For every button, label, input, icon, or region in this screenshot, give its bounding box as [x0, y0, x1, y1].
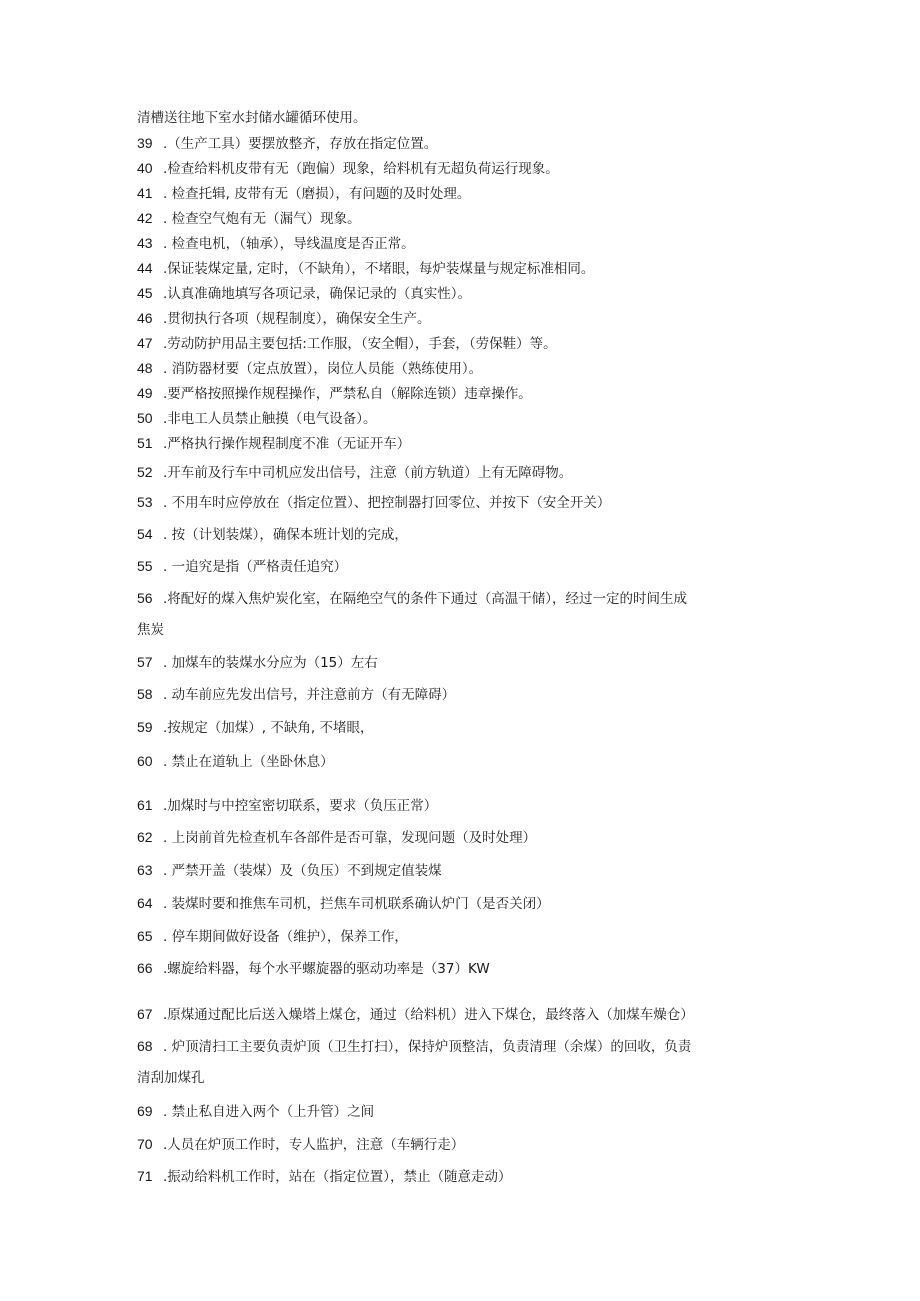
- item-number: 66: [137, 960, 153, 976]
- item-text: .保证装煤定量, 定时，（不缺角），不堵眼，每炉装煤量与规定标准相同。: [163, 261, 595, 277]
- item-number: 62: [137, 829, 153, 845]
- item-text: . 检查电机，（轴承），导线温度是否正常。: [163, 236, 415, 252]
- list-item: [137, 159, 787, 178]
- list-item: [137, 309, 787, 328]
- item-text: .检查给料机皮带有无（跑偏）现象，给料机有无超负荷运行现象。: [163, 161, 559, 177]
- list-item: [137, 685, 787, 704]
- item-number: 65: [137, 928, 153, 944]
- item-text: . 严禁开盖（装煤）及（负压）不到规定值装煤: [163, 863, 442, 879]
- list-item: [137, 384, 787, 403]
- item-number: 71: [137, 1168, 153, 1184]
- item-number: 48: [137, 360, 153, 376]
- item-text: .劳动防护用品主要包括:工作服，（安全帽），手套，（劳保鞋）等。: [163, 336, 557, 352]
- list-item: [137, 234, 787, 253]
- item-number: 42: [137, 210, 153, 226]
- item-number: 67: [137, 1006, 153, 1022]
- item-number: 50: [137, 410, 153, 426]
- item-number: 39: [137, 135, 153, 151]
- item-text: .严格执行操作规程制度不准（无证开车）: [163, 436, 411, 452]
- item-number: 60: [137, 753, 153, 769]
- item-text: . 消防器材要（定点放置），岗位人员能（熟练使用）。: [163, 361, 483, 377]
- item-text: . 炉顶清扫工主要负责炉顶（卫生打扫），保持炉顶整洁，负责清理（余煤）的回收，负责: [163, 1039, 692, 1055]
- item-number: 44: [137, 260, 153, 276]
- item-text: .加煤时与中控室密切联系，要求（负压正常）: [163, 798, 438, 814]
- item-number: 56: [137, 590, 153, 606]
- list-item: [137, 589, 787, 608]
- item-number: 41: [137, 185, 153, 201]
- item-text: .人员在炉顶工作时，专人监护，注意（车辆行走）: [163, 1137, 465, 1153]
- item-number: 68: [137, 1038, 153, 1054]
- item-number: 46: [137, 310, 153, 326]
- item-number: 51: [137, 435, 153, 451]
- item-number: 70: [137, 1136, 153, 1152]
- list-item: [137, 259, 787, 278]
- item-number: 47: [137, 335, 153, 351]
- list-item: [137, 796, 787, 815]
- item-text: .振动给料机工作时，站在（指定位置），禁止（随意走动）: [163, 1169, 512, 1185]
- item-number: 45: [137, 285, 153, 301]
- item-text: .原煤通过配比后送入燥塔上煤仓，通过（给料机）进入下煤仓，最终落入（加煤车燥仓）: [163, 1007, 694, 1023]
- item-text: .开车前及行车中司机应发出信号，注意（前方轨道）上有无障碍物。: [163, 465, 573, 481]
- list-item: [137, 828, 787, 847]
- item-number: 59: [137, 719, 153, 735]
- item-text-continuation: 焦炭: [137, 622, 164, 638]
- item-number: 57: [137, 654, 153, 670]
- item-text: . 动车前应先发出信号，并注意前方（有无障碍）: [163, 687, 456, 703]
- list-item: [137, 1037, 787, 1056]
- list-item: [137, 209, 787, 228]
- item-text: .将配好的煤入焦炉炭化室，在隔绝空气的条件下通过（高温干储），经过一定的时间生成: [163, 591, 688, 607]
- list-item: [137, 718, 787, 737]
- list-item: [137, 927, 787, 946]
- item-number: 64: [137, 895, 153, 911]
- item-text: . 加煤车的装煤水分应为（15）左右: [163, 655, 378, 671]
- item-text: . 一追究是指（严格责任追究）: [163, 559, 348, 575]
- item-text: .贯彻执行各项（规程制度），确保安全生产。: [163, 311, 431, 327]
- item-text: . 停车期间做好设备（维护），保养工作，: [163, 929, 408, 945]
- item-number: 43: [137, 235, 153, 251]
- item-text: . 不用车时应停放在（指定位置）、把控制器打回零位、并按下（安全开关）: [163, 495, 611, 511]
- item-number: 61: [137, 797, 153, 813]
- item-number: 53: [137, 494, 153, 510]
- list-item: [137, 184, 787, 203]
- item-number: 54: [137, 526, 153, 542]
- lead-text: 清槽送往地下室水封储水罐循环使用。: [137, 110, 367, 126]
- list-item: [137, 134, 787, 153]
- list-item: [137, 359, 787, 378]
- item-text: . 禁止私自进入两个（上升管）之间: [163, 1104, 375, 1120]
- list-item: [137, 525, 787, 544]
- list-item: [137, 1102, 787, 1121]
- item-number: 52: [137, 464, 153, 480]
- list-item: [137, 1005, 787, 1024]
- item-text-continuation: 清刮加煤孔: [137, 1070, 205, 1086]
- item-text: . 按（计划装煤），确保本班计划的完成，: [163, 527, 408, 543]
- item-number: 58: [137, 686, 153, 702]
- list-item: [137, 284, 787, 303]
- list-item: [137, 653, 787, 672]
- item-text: .认真准确地填写各项记录，确保记录的（真实性）。: [163, 286, 472, 302]
- list-item: [137, 894, 787, 913]
- item-number: 63: [137, 862, 153, 878]
- item-text: . 检查空气炮有无（漏气）现象。: [163, 211, 361, 227]
- item-text: .（生产工具）要摆放整齐，存放在指定位置。: [163, 136, 438, 152]
- list-item: [137, 334, 787, 353]
- item-text: .螺旋给料器，每个水平螺旋器的驱动功率是（37）KW: [163, 961, 490, 977]
- item-number: 55: [137, 558, 153, 574]
- item-text: .按规定（加煤）, 不缺角, 不堵眼，: [163, 720, 374, 736]
- item-text: .非电工人员禁止触摸（电气设备）。: [163, 411, 377, 427]
- list-item: [137, 752, 787, 771]
- item-number: 40: [137, 160, 153, 176]
- list-item: [137, 493, 787, 512]
- item-number: 49: [137, 385, 153, 401]
- item-text: . 上岗前首先检查机车各部件是否可靠，发现问题（及时处理）: [163, 830, 537, 846]
- list-item: [137, 861, 787, 880]
- list-item: [137, 409, 787, 428]
- list-item: [137, 557, 787, 576]
- list-item: [137, 434, 787, 453]
- item-number: 69: [137, 1103, 153, 1119]
- item-text: . 检查托辑, 皮带有无（磨损），有问题的及时处理。: [163, 186, 471, 202]
- item-text: . 禁止在道轨上（坐卧休息）: [163, 754, 334, 770]
- item-text: . 装煤时要和推焦车司机，拦焦车司机联系确认炉门（是否关闭）: [163, 896, 550, 912]
- item-text: .要严格按照操作规程操作，严禁私自（解除连锁）违章操作。: [163, 386, 532, 402]
- list-item: [137, 1135, 787, 1154]
- list-item: [137, 1167, 787, 1186]
- list-item: [137, 959, 787, 978]
- list-item: [137, 463, 787, 482]
